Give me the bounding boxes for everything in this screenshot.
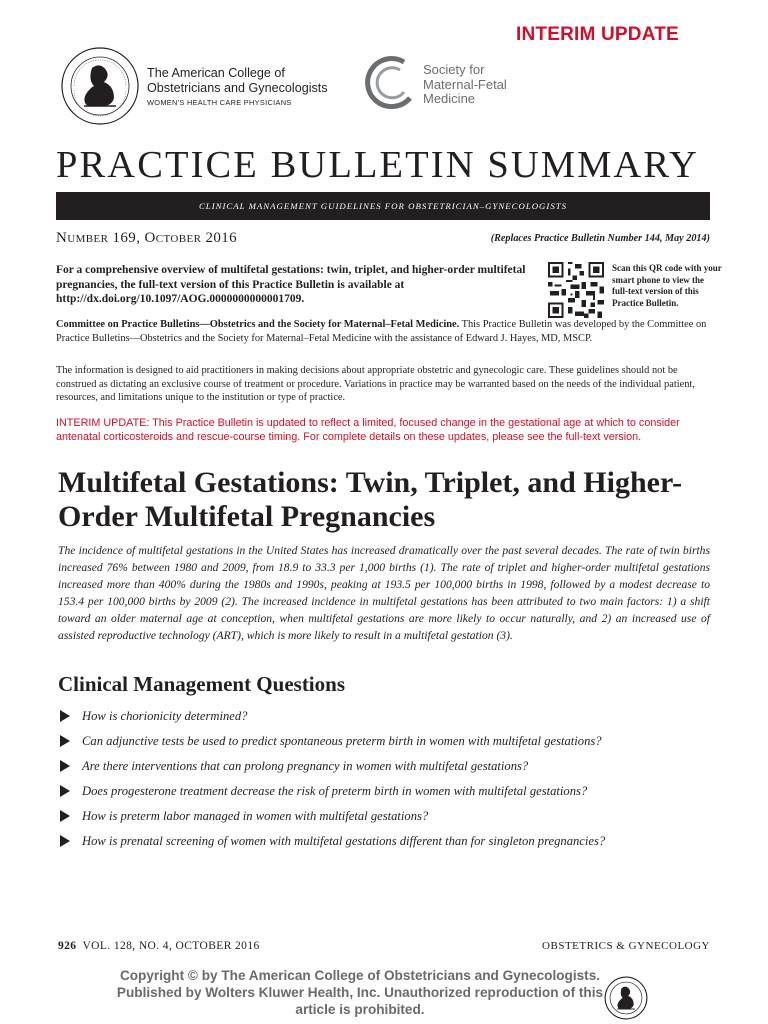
smfm-name	[423, 63, 507, 107]
page-number: 926	[58, 940, 77, 952]
committee-text: This Practice Bulletin was developed by the Committee on Practice Bulletins—Obstetrics and the Society for Maternal–Fetal Medicine with the assistance of Edward J. Hayes, MD, MSCP.	[56, 319, 707, 344]
list-item	[58, 733, 718, 749]
replaces-note: (Replaces Practice Bulletin Number 144, May 2014)	[490, 233, 710, 244]
acog-subline: WOMEN'S HEALTH CARE PHYSICIANS	[147, 98, 292, 107]
question-text: How is preterm labor managed in women with multifetal gestations?	[82, 809, 429, 823]
triangle-bullet-icon	[60, 710, 70, 722]
questions-list	[58, 708, 718, 858]
qr-caption: Scan this QR code with your smart phone to view the full-text version of this Practice Bulletin.	[612, 263, 722, 308]
triangle-bullet-icon	[60, 810, 70, 822]
guidelines-banner: CLINICAL MANAGEMENT GUIDELINES FOR OBSTETRICIAN–GYNECOLOGISTS	[56, 192, 710, 220]
overview-text: For a comprehensive overview of multifetal gestations: twin, triplet, and higher-order multifetal pregnancies, the full-text version of this Practice Bulletin is available at http://dx.doi.org/10.1097/AOG.0000000000001709.	[56, 264, 526, 305]
question-text: How is prenatal screening of women with multifetal gestations different than for singleton pregnancies?	[82, 834, 606, 848]
question-text: Does progesterone treatment decrease the risk of preterm birth in women with multifetal gestations?	[82, 784, 588, 798]
questions-heading: Clinical Management Questions	[58, 672, 345, 696]
interim-update-label: INTERIM UPDATE	[516, 24, 679, 45]
list-item	[58, 808, 718, 824]
list-item	[58, 708, 718, 724]
journal-name: OBSTETRICS & GYNECOLOGY	[542, 940, 710, 952]
triangle-bullet-icon	[60, 735, 70, 747]
copyright-notice: Copyright © by The American College of Obstetricians and Gynecologists. Published by Wolters Kluwer Health, Inc. Unauthorized reproduction of this article is prohibited.	[116, 968, 604, 1018]
qr-code-icon[interactable]	[548, 262, 604, 318]
bulletin-title: PRACTICE BULLETIN SUMMARY	[56, 144, 699, 186]
article-abstract: The incidence of multifetal gestations in the United States has increased dramatically over the past several decades. The rate of twin births increased 76% between 1980 and 2009, from 18.9 to 33.3 per 1,000 births (1). The rate of triplet and higher-order multifetal gestations increased more than 400% during the 1980s and 1990s, peaking at 193.5 per 100,000 births in 1998, followed by a modest decrease to 153.4 per 100,000 births by 2009 (2). The increased incidence in multifetal gestations has been attributed to two main factors: 1) a shift toward an older maternal age at conception, when multifetal gestations are more likely to occur naturally, and 2) an increased use of assisted reproductive technology (ART), which is more likely to result in a multifetal gestation (3).	[58, 544, 710, 643]
smfm-logo-icon	[364, 54, 422, 112]
committee-note	[56, 318, 714, 345]
acog-seal-icon	[60, 46, 140, 126]
committee-name: Committee on Practice Bulletins—Obstetrics and the Society for Maternal–Fetal Medicine.	[56, 319, 460, 330]
acog-name-line1: The American College of	[147, 66, 285, 80]
question-text: Can adjunctive tests be used to predict spontaneous preterm birth in women with multifetal gestations?	[82, 734, 602, 748]
triangle-bullet-icon	[60, 835, 70, 847]
list-item	[58, 758, 718, 774]
triangle-bullet-icon	[60, 760, 70, 772]
triangle-bullet-icon	[60, 785, 70, 797]
acog-seal-small-icon	[604, 976, 648, 1020]
bulletin-number: Number 169, October 2016	[56, 230, 238, 246]
smfm-name-line2: Maternal-Fetal	[423, 76, 507, 92]
article-title: Multifetal Gestations: Twin, Triplet, and Higher-Order Multifetal Pregnancies	[58, 466, 683, 533]
acog-name-line2: Obstetricians and Gynecologists	[147, 81, 328, 95]
question-text: How is chorionicity determined?	[82, 709, 248, 723]
smfm-name-line3: Medicine	[423, 91, 476, 106]
footer-citation	[58, 940, 260, 952]
list-item	[58, 783, 718, 799]
acog-name	[147, 66, 328, 96]
volume-info: VOL. 128, NO. 4, OCTOBER 2016	[82, 940, 260, 952]
disclaimer-text: The information is designed to aid practitioners in making decisions about appropriate obstetric and gynecologic care. These guidelines should not be construed as dictating an exclusive course of treatment or procedure. Variations in practice may be warranted based on the needs of the individual patient, resources, and limitations unique to the institution or type of practice.	[56, 365, 695, 404]
list-item	[58, 833, 718, 849]
smfm-name-line1: Society for	[423, 62, 485, 77]
question-text: Are there interventions that can prolong pregnancy in women with multifetal gestations?	[82, 759, 529, 773]
interim-update-note: INTERIM UPDATE: This Practice Bulletin is updated to reflect a limited, focused change in the gestational age at which to consider antenatal corticosteroids and rescue-course timing. For complete details on these updates, please see the full-text version.	[56, 417, 680, 443]
